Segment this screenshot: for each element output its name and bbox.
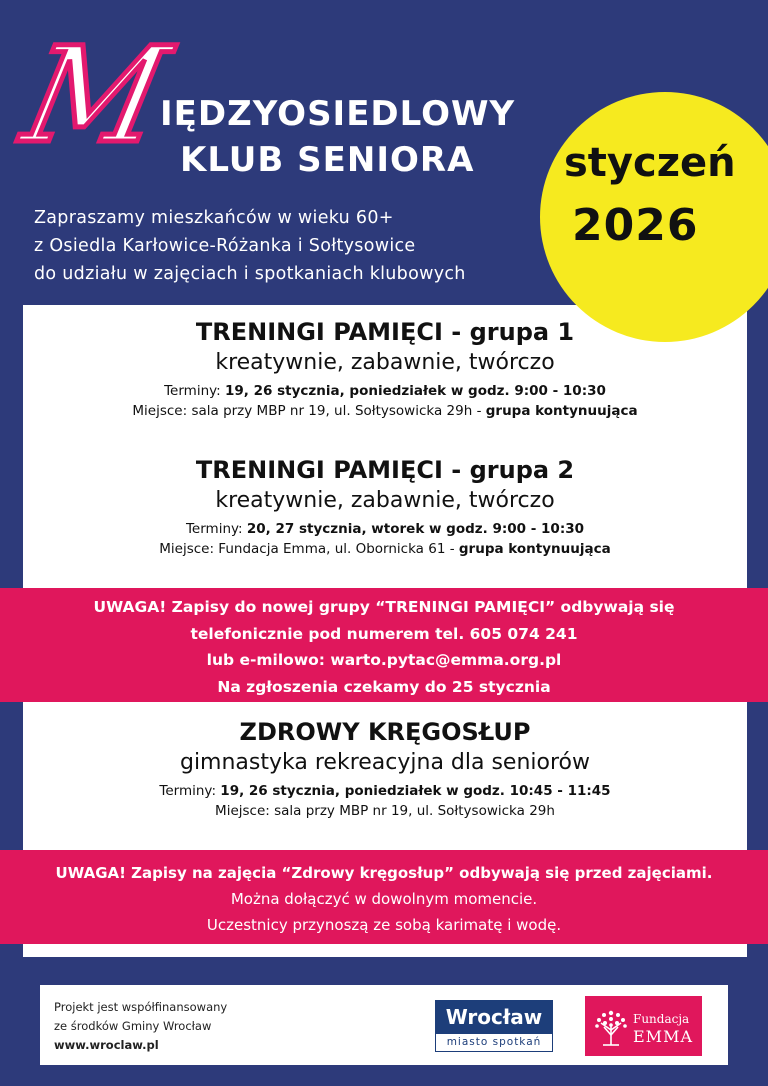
place-label: Miejsce: Fundacja Emma, ul. Obornicka 61 - [159, 541, 455, 557]
terms-label: Terminy: [159, 783, 216, 799]
section-place [23, 803, 747, 819]
section-subtitle: kreatywnie, zabawnie, twórczo [215, 350, 555, 375]
place-note: grupa kontynuująca [458, 541, 611, 557]
notice-memory-signup [0, 588, 768, 702]
section-title: TRENINGI PAMIĘCI - grupa 1 [195, 318, 575, 346]
terms-value: 19, 26 stycznia, poniedziałek w godz. 10:45 - 11:45 [220, 783, 611, 799]
notice-spine-signup [0, 850, 768, 944]
emma-logo-line-1: Fundacja [633, 1012, 690, 1026]
place-note: grupa kontynuująca [485, 403, 638, 419]
notice-line: Można dołączyć w dowolnym momencie. [230, 890, 538, 908]
place-label: Miejsce: sala przy MBP nr 19, ul. Sołtysowicka 29h - [132, 403, 482, 419]
intro-line: z Osiedla Karłowice-Różanka i Sołtysowice [34, 236, 416, 256]
place-label: Miejsce: sala przy MBP nr 19, ul. Sołtysowicka 29h [215, 803, 555, 819]
terms-label: Terminy: [164, 383, 221, 399]
title-line-2: KLUB SENIORA [180, 140, 475, 180]
section-terms [23, 521, 747, 537]
section-terms [23, 383, 747, 399]
wroclaw-logo-name: Wrocław [436, 1001, 552, 1034]
wroclaw-logo [435, 1000, 553, 1052]
wroclaw-logo-tagline: miasto spotkań [446, 1036, 542, 1048]
funding-note [54, 998, 227, 1055]
section-place [23, 541, 747, 557]
section-subtitle: gimnastyka rekreacyjna dla seniorów [179, 750, 590, 775]
notice-line: telefonicznie pod numerem tel. 605 074 241 [190, 624, 578, 643]
funding-line: Projekt jest współfinansowany [54, 1000, 228, 1014]
notice-line: lub e-milowo: warto.pytac@emma.org.pl [206, 651, 562, 669]
section-healthy-spine [23, 718, 747, 819]
intro-text [34, 204, 574, 288]
funding-line: ze środków Gminy Wrocław [54, 1019, 212, 1033]
wroclaw-link[interactable]: www.wroclaw.pl [54, 1038, 159, 1052]
section-subtitle: kreatywnie, zabawnie, twórczo [215, 488, 555, 513]
tree-icon [591, 1005, 631, 1047]
badge-year: 2026 [572, 200, 699, 251]
section-memory-group-1 [23, 318, 747, 419]
section-title: ZDROWY KRĘGOSŁUP [239, 718, 531, 746]
notice-line: Uczestnicy przynoszą ze sobą karimatę i wodę. [206, 916, 562, 934]
emma-logo-line-2: EMMA [633, 1027, 693, 1046]
terms-value: 20, 27 stycznia, wtorek w godz. 9:00 - 10:30 [246, 521, 585, 537]
notice-line: UWAGA! Zapisy do nowej grupy “TRENINGI PAMIĘCI” odbywają się [93, 598, 675, 616]
notice-line: UWAGA! Zapisy na zajęcia “Zdrowy kręgosłup” odbywają się przed zajęciami. [55, 864, 713, 882]
notice-line: Na zgłoszenia czekamy do 25 stycznia [217, 677, 551, 696]
section-place [23, 403, 747, 419]
terms-value: 19, 26 stycznia, poniedziałek w godz. 9:00 - 10:30 [225, 383, 606, 399]
emma-foundation-logo [585, 996, 702, 1056]
section-memory-group-2 [23, 456, 747, 557]
terms-label: Terminy: [185, 521, 243, 537]
section-title: TRENINGI PAMIĘCI - grupa 2 [195, 456, 575, 484]
logo-letter-m: M [11, 19, 180, 173]
section-terms [23, 783, 747, 799]
badge-month: styczeń [564, 140, 736, 186]
intro-line: do udziału w zajęciach i spotkaniach klubowych [34, 264, 466, 284]
intro-line: Zapraszamy mieszkańców w wieku 60+ [34, 208, 394, 228]
title-line-1: IĘDZYOSIEDLOWY [160, 94, 516, 134]
